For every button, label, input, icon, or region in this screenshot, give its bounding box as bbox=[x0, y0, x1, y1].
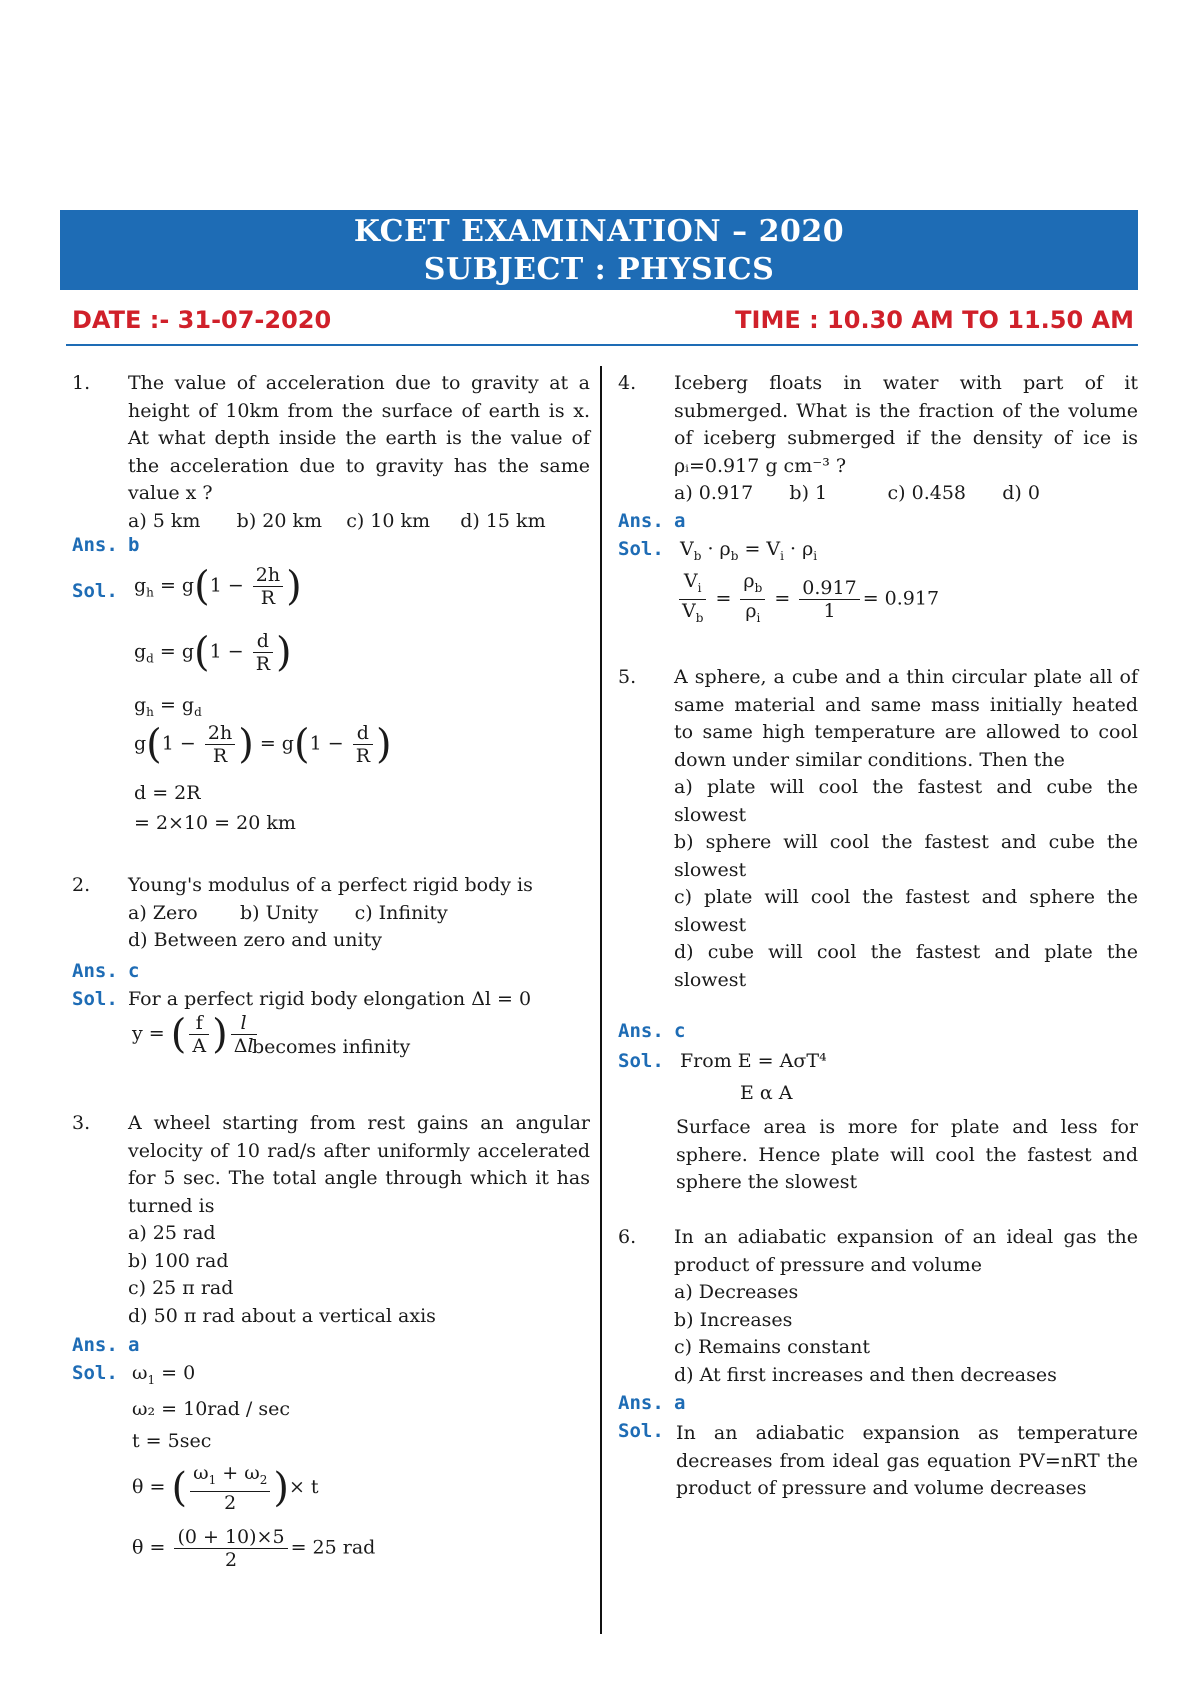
solution-result: = 0.917 bbox=[862, 587, 940, 610]
question-4 bbox=[618, 370, 1138, 510]
solution-line: d = 2R bbox=[134, 782, 201, 804]
question-text: In an adiabatic expansion of an ideal gas the product of pressure and volume bbox=[674, 1226, 1138, 1276]
answer-value: b bbox=[128, 534, 140, 556]
solution-text: Surface area is more for plate and less for sphere. Hence plate will cool the fastest and sphere the slowest bbox=[676, 1116, 1138, 1193]
question-number: 4. bbox=[618, 372, 637, 394]
question-option: a) 25 rad bbox=[128, 1222, 216, 1244]
question-option: c) Remains constant bbox=[674, 1336, 870, 1358]
question-option: d) cube will cool the fastest and plate the slowest bbox=[674, 941, 1138, 991]
solution-formula: $\omega_1 = 0$ bbox=[132, 1362, 196, 1387]
solution-line: = 2×10 = 20 km bbox=[134, 812, 296, 834]
solution-label: Sol. bbox=[72, 988, 118, 1010]
question-option: d) At first increases and then decreases bbox=[674, 1363, 1057, 1386]
answer-value: c bbox=[128, 960, 140, 982]
question-6 bbox=[618, 1224, 1138, 1388]
answer-label: Ans. bbox=[618, 1392, 664, 1414]
question-option: b) sphere will cool the fastest and cube the slowest bbox=[674, 831, 1138, 881]
question-text: The value of acceleration due to gravity at a height of 10km from the surface of earth is x. At what depth inside the earth is the value of the acceleration due to gravity has the same value x ? bbox=[128, 372, 590, 504]
solution-formula: $g_h = g_d$ bbox=[134, 694, 202, 719]
question-option: a) Decreases bbox=[674, 1281, 799, 1303]
question-text: Young's modulus of a perfect rigid body is bbox=[128, 874, 533, 896]
solution-label: Sol. bbox=[618, 1420, 664, 1442]
solution-formula: $g_d = g(1$ − $\frac{d}{R}$ ) bbox=[134, 629, 292, 676]
answer-label: Ans. bbox=[72, 534, 118, 556]
solution-formula: g(1 − $\frac{2h}{R}$ ) = g(1 − $\frac{d}{R}$ ) bbox=[134, 721, 392, 768]
exam-title-banner bbox=[60, 210, 1138, 290]
exam-subject: SUBJECT : PHYSICS bbox=[423, 252, 775, 287]
question-option: d) 50 π rad about a vertical axis bbox=[128, 1304, 436, 1327]
solution-formula: $\frac{V_i}{V_b}$ = $\frac{\rho_b}{\rho_i}$ = $\frac{0.917}{1}$ = 0.917 bbox=[676, 570, 939, 629]
solution-label: Sol. bbox=[618, 538, 664, 560]
column-divider bbox=[600, 366, 602, 1634]
question-text: Iceberg floats in water with part of it submerged. What is the fraction of the volume of iceberg submerged if the density of ice is ρᵢ=0.917 g cm⁻³ ? bbox=[674, 372, 1138, 477]
solution-text: In an adiabatic expansion as temperature decreases from ideal gas equation PV=nRT the product of pressure and volume decreases bbox=[676, 1422, 1138, 1499]
question-number: 1. bbox=[72, 372, 91, 394]
question-1 bbox=[72, 370, 590, 530]
question-2 bbox=[72, 872, 590, 956]
question-number: 2. bbox=[72, 874, 91, 896]
question-option: c) 25 π rad bbox=[128, 1277, 234, 1299]
question-number: 3. bbox=[72, 1112, 91, 1134]
question-options: a) 5 km b) 20 km c) 10 km d) 15 km bbox=[128, 509, 546, 532]
solution-line: For a perfect rigid body elongation Δl = 0 bbox=[128, 988, 532, 1010]
question-option: a) plate will cool the fastest and cube the slowest bbox=[674, 776, 1138, 826]
solution-formula: y = ( $\frac{f}{A}$ ) $\frac{l}{\Delta l}$ bbox=[132, 1012, 260, 1057]
solution-label: Sol. bbox=[72, 1362, 118, 1384]
answer-value: a bbox=[128, 1334, 140, 1356]
solution-label: Sol. bbox=[618, 1050, 664, 1072]
header-rule bbox=[66, 344, 1138, 346]
solution-line: ω₂ = 10rad / sec bbox=[132, 1398, 290, 1420]
answer-label: Ans. bbox=[618, 1020, 664, 1042]
answer-label: Ans. bbox=[72, 960, 118, 982]
question-options: a) 0.917 b) 1 c) 0.458 d) 0 bbox=[674, 482, 1040, 504]
question-text: A wheel starting from rest gains an angular velocity of 10 rad/s after uniformly accelerated for 5 sec. The total angle through which it has turned is bbox=[128, 1112, 590, 1217]
solution-formula: $V_b \cdot \rho_b = V_i \cdot \rho_i$ bbox=[680, 538, 818, 563]
answer-label: Ans. bbox=[618, 510, 664, 532]
question-3 bbox=[72, 1110, 590, 1330]
solution-line: becomes infinity bbox=[252, 1036, 411, 1058]
answer-value: a bbox=[674, 1392, 686, 1414]
solution-line: From E = AσT⁴ bbox=[680, 1050, 827, 1072]
question-option: b) Increases bbox=[674, 1308, 793, 1331]
exam-time: TIME : 10.30 AM TO 11.50 AM bbox=[735, 306, 1134, 334]
exam-date: DATE :- 31-07-2020 bbox=[72, 306, 332, 334]
question-text: A sphere, a cube and a thin circular plate all of same material and same mass initially heated to same high temperature are allowed to cool down under similar conditions. Then the bbox=[674, 666, 1138, 771]
exam-title: KCET EXAMINATION – 2020 bbox=[353, 214, 845, 249]
question-option: c) plate will cool the fastest and sphere the slowest bbox=[674, 886, 1138, 936]
solution-line: t = 5sec bbox=[132, 1430, 212, 1452]
question-options: a) Zero b) Unity c) Infinity bbox=[128, 901, 448, 924]
answer-value: a bbox=[674, 510, 686, 532]
answer-label: Ans. bbox=[72, 1334, 118, 1356]
question-5 bbox=[618, 664, 1138, 1020]
question-number: 6. bbox=[618, 1226, 637, 1248]
question-option: b) 100 rad bbox=[128, 1249, 229, 1272]
solution-label: Sol. bbox=[72, 580, 118, 602]
question-number: 5. bbox=[618, 666, 637, 688]
solution-formula: θ = $\frac{(0 + 10)\times 5}{2}$ = 25 rad bbox=[132, 1526, 376, 1571]
question-option: d) Between zero and unity bbox=[128, 929, 382, 951]
solution-result: = 25 rad bbox=[290, 1536, 376, 1559]
solution-formula: $g_h = g(1$ − $\frac{2h}{R}$ ) bbox=[134, 563, 302, 610]
solution-formula: θ = ( $\frac{\omega_1 + \omega_2}{2}$ )× t bbox=[132, 1462, 319, 1514]
solution-line: E α A bbox=[740, 1082, 793, 1104]
answer-value: c bbox=[674, 1020, 686, 1042]
